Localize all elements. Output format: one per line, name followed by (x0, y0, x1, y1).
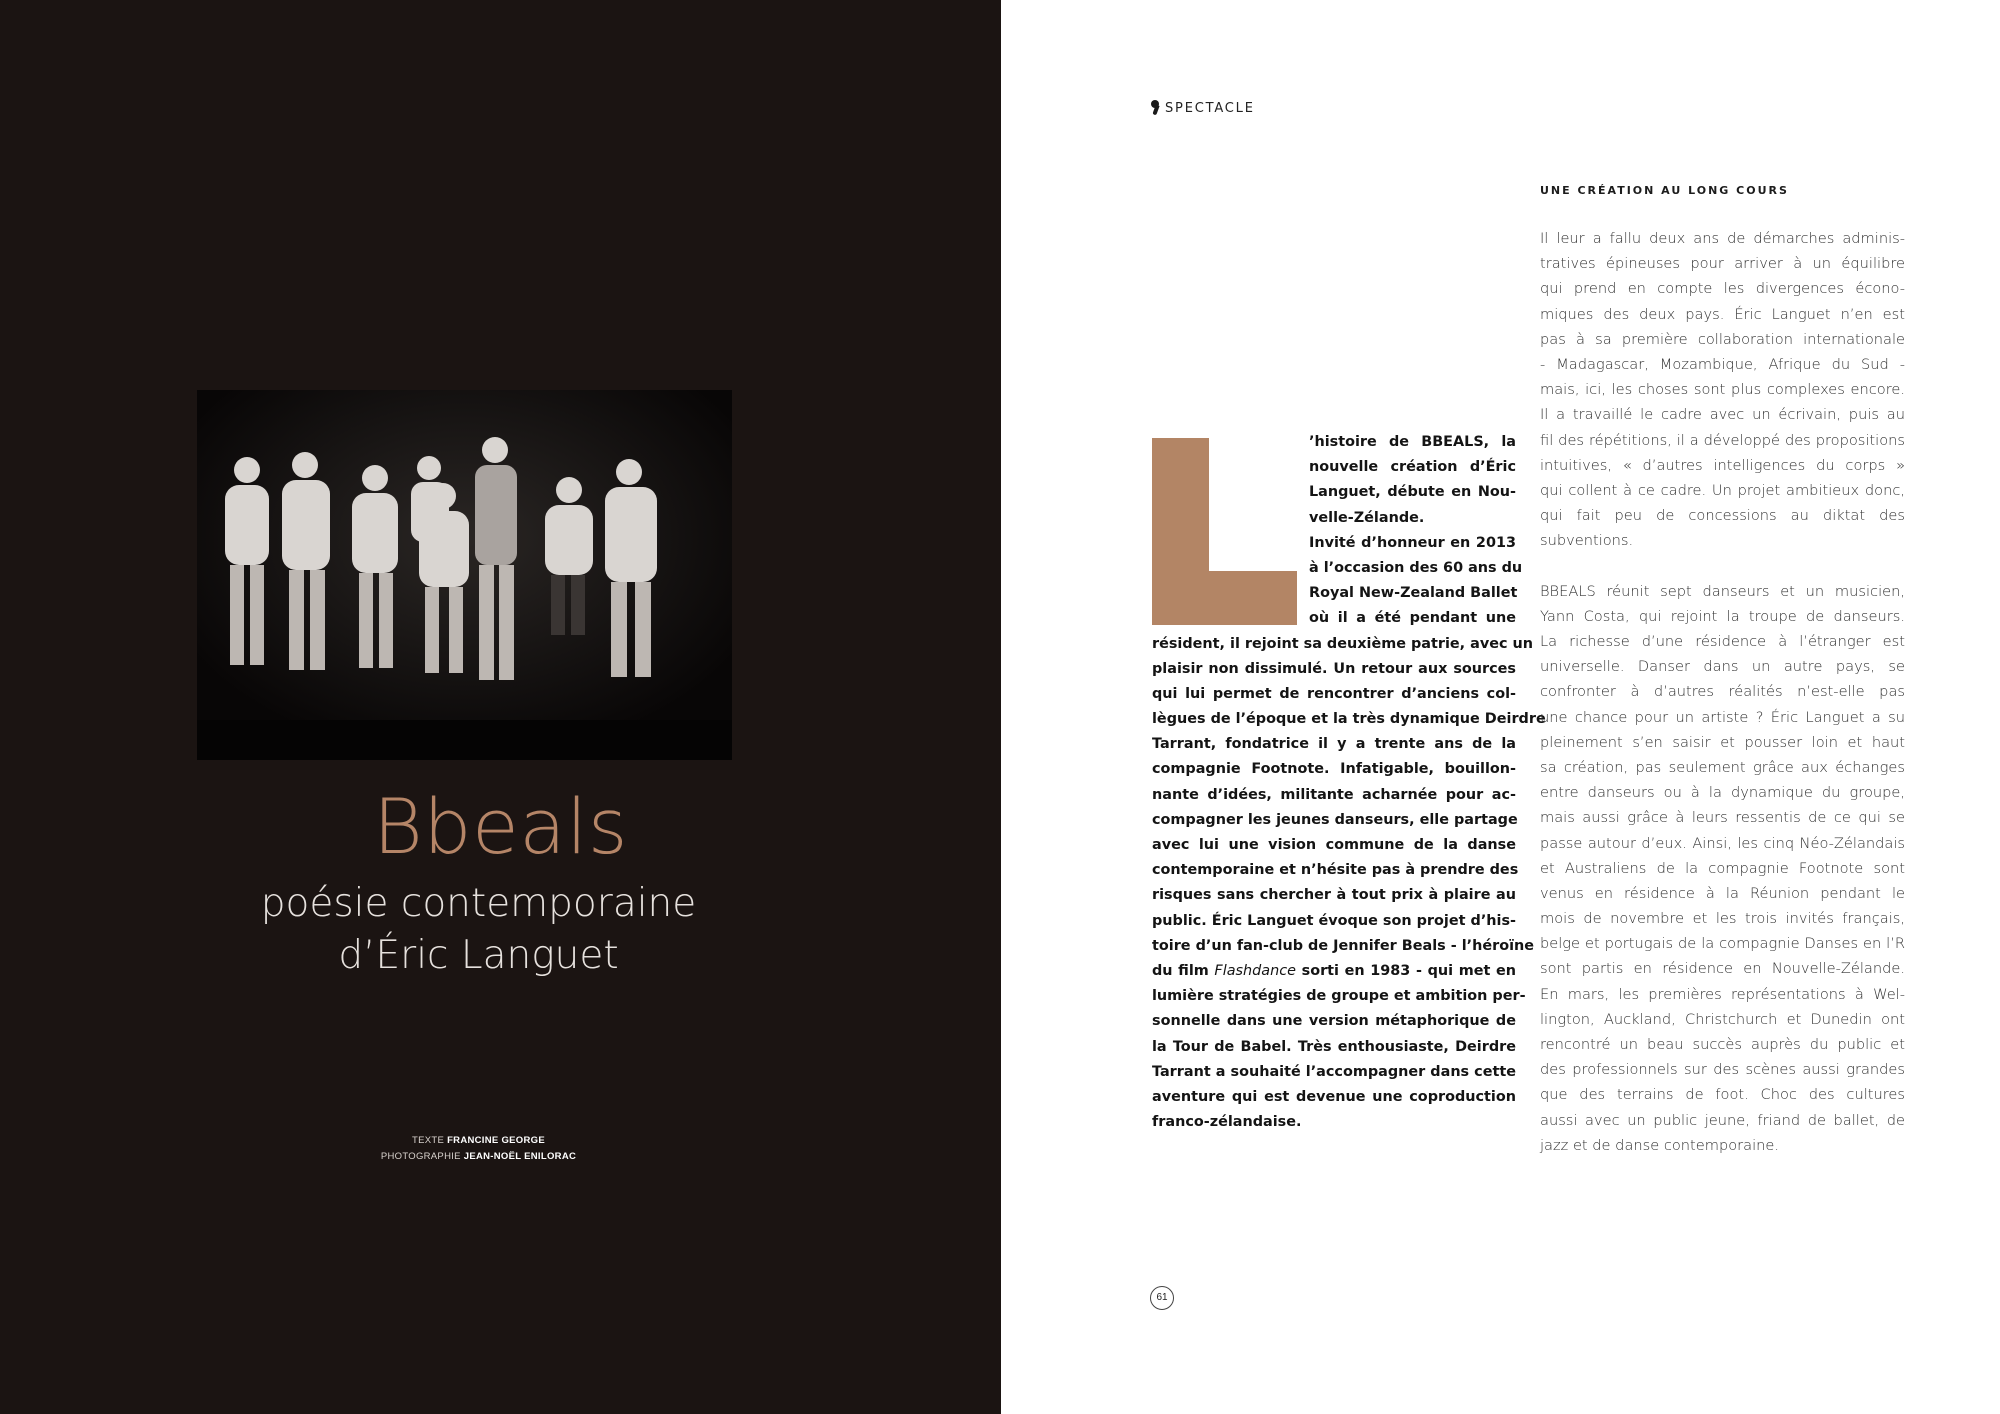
paragraph-1 (1540, 226, 1905, 553)
article-title: Bbeals (372, 782, 629, 871)
photo-credit-author: JEAN-NOËL ENILORAC (463, 1151, 577, 1162)
subtitle-line: d’Éric Languet (338, 933, 619, 978)
section-label: SPECTACLE (1165, 100, 1255, 116)
body-line: mais, ici, les choses sont plus complexes encore. (1540, 381, 1905, 399)
intro-line: lègues de l’époque et la très dynamique Deirdre (1152, 711, 1546, 728)
intro-line: velle-Zélande. (1309, 509, 1425, 526)
body-line: pleinement s’en saisir et pousser loin et haut (1540, 733, 1905, 751)
body-line: passe autour d’eux. Ainsi, les cinq Néo-Zélandais (1540, 834, 1905, 852)
intro-line: compagnie Footnote. Infatigable, bouillon- (1152, 761, 1516, 778)
intro-line: franco-zélandaise. (1152, 1114, 1302, 1131)
body-line: - Madagascar, Mozambique, Afrique du Sud - (1540, 355, 1905, 373)
body-line: qui prend en compte les divergences écono- (1540, 280, 1905, 298)
intro-segment: du film (1152, 962, 1215, 979)
body-line: pas à sa première collaboration internationale (1540, 330, 1905, 348)
intro-line: à l’occasion des 60 ans du (1309, 559, 1523, 576)
intro-line: plaisir non dissimulé. Un retour aux sources (1152, 660, 1516, 677)
dancers-group-photo (197, 390, 732, 760)
intro-line: toire d’un fan-club de Jennifer Beals - l’héroïne (1152, 937, 1535, 954)
body-line: subventions. (1540, 532, 1634, 550)
credits (0, 1133, 957, 1165)
body-line: mois de novembre et les trois invités français, (1540, 910, 1905, 928)
body-line: BBEALS réunit sept danseurs et un musicien, (1540, 582, 1905, 600)
body-column (1540, 226, 1905, 1158)
column-heading: UNE CRÉATION AU LONG COURS (1540, 184, 1789, 197)
body-line: des professionnels sur des scènes aussi grandes (1540, 1061, 1905, 1079)
section-header (1150, 100, 1255, 116)
text-credit-author: FRANCINE GEORGE (447, 1135, 545, 1146)
body-line: sa création, pas seulement grâce aux échanges (1540, 758, 1905, 776)
intro-line: ’histoire de BBEALS, la (1309, 434, 1516, 450)
body-line: tratives épineuses pour arriver à un équilibre (1540, 255, 1905, 273)
text-credit (0, 1133, 957, 1149)
intro-line: qui lui permet de rencontrer d’anciens col- (1152, 685, 1516, 702)
body-line: jazz et de danse contemporaine. (1540, 1136, 1780, 1154)
intro-line: lumière stratégies de groupe et ambition per- (1152, 988, 1526, 1005)
body-line: sont partis en résidence en Nouvelle-Zélande. (1540, 960, 1905, 978)
body-line: qui collent à ce cadre. Un projet ambitieux donc, (1540, 481, 1905, 499)
intro-segment: sorti en 1983 - qui met en (1295, 962, 1516, 979)
body-line: intuitives, « d’autres intelligences du corps » (1540, 456, 1905, 474)
film-title: Flashdance (1214, 962, 1296, 979)
intro-line: aventure qui est devenue une coproduction (1152, 1088, 1516, 1105)
body-line: rencontré un beau succès auprès du public et (1540, 1036, 1905, 1053)
intro-line: nante d’idées, militante acharnée pour ac- (1152, 786, 1516, 803)
body-line: universelle. Danser dans un autre pays, se (1540, 658, 1905, 676)
body-line: une chance pour un artiste ? Éric Languet a su (1540, 708, 1905, 726)
subtitle-line: poésie contemporaine (260, 881, 697, 926)
body-line: En mars, les premières représentations à Wel- (1540, 985, 1905, 1003)
body-line: mais aussi grâce à leurs ressentis de ce qui se (1540, 809, 1905, 827)
intro-line: nouvelle création d’Éric (1309, 459, 1516, 476)
body-line: entre danseurs ou à la dynamique du groupe, (1540, 784, 1905, 802)
intro-line-film (1152, 959, 1516, 984)
photo-credit (0, 1149, 957, 1165)
article-subtitle (0, 878, 957, 982)
photo-credit-label: PHOTOGRAPHIE (380, 1151, 461, 1162)
intro-line: contemporaine et n’hésite pas à prendre des (1152, 862, 1519, 879)
intro-line: avec lui une vision commune de la danse (1152, 837, 1516, 853)
intro-line: risques sans chercher à tout prix à plaire au (1152, 887, 1516, 904)
page-number: 61 (1150, 1286, 1174, 1310)
intro-column (1152, 430, 1546, 1135)
intro-line: résident, il rejoint sa deuxième patrie, avec un (1152, 635, 1534, 652)
body-line: et Australiens de la compagnie Footnote sont (1540, 859, 1905, 877)
body-line: aussi avec un public jeune, friand de ballet, de (1540, 1111, 1905, 1129)
body-line: lington, Auckland, Christchurch et Dunedin ont (1540, 1010, 1905, 1028)
intro-line: public. Éric Languet évoque son projet d’his- (1152, 912, 1516, 929)
body-line: Il leur a fallu deux ans de démarches adminis- (1540, 230, 1905, 247)
body-line: que des terrains de foot. Choc des cultures (1540, 1086, 1905, 1104)
intro-line: sonnelle dans une version métaphorique de (1152, 1013, 1516, 1030)
intro-line: Languet, débute en Nou- (1309, 484, 1516, 501)
paragraph-2 (1540, 579, 1905, 1158)
text-credit-label: TEXTE (411, 1135, 445, 1146)
body-line: confronter à d’autres réalités n’est-elle pas (1540, 683, 1905, 701)
intro-line: Tarrant a souhaité l’accompagner dans cette (1152, 1063, 1516, 1080)
intro-line: Tarrant, fondatrice il y a trente ans de la (1152, 736, 1516, 753)
body-line: miques des deux pays. Éric Languet n’en est (1540, 305, 1905, 323)
body-line: belge et portugais de la compagnie Danses en l’R (1540, 935, 1905, 953)
intro-line: la Tour de Babel. Très enthousiaste, Deirdre (1152, 1038, 1516, 1055)
intro-line: compagner les jeunes danseurs, elle partage (1152, 811, 1518, 828)
intro-line: Royal New-Zealand Ballet (1309, 585, 1518, 602)
paragraph-gap (1540, 553, 1905, 578)
comma-icon (1150, 100, 1159, 116)
body-line: fil des répétitions, il a développé des propositions (1540, 431, 1905, 449)
intro-line: Invité d’honneur en 2013 (1309, 534, 1516, 551)
body-line: Il a travaillé le cadre avec un écrivain, puis au (1540, 406, 1905, 424)
body-line: qui fait peu de concessions au diktat des (1540, 507, 1905, 525)
body-line: venus en résidence à la Réunion pendant le (1540, 884, 1905, 902)
body-line: La richesse d’une résidence à l’étranger est (1540, 633, 1905, 650)
body-line: Yann Costa, qui rejoint la troupe de danseurs. (1540, 607, 1905, 625)
intro-line: où il a été pendant une (1309, 610, 1516, 627)
